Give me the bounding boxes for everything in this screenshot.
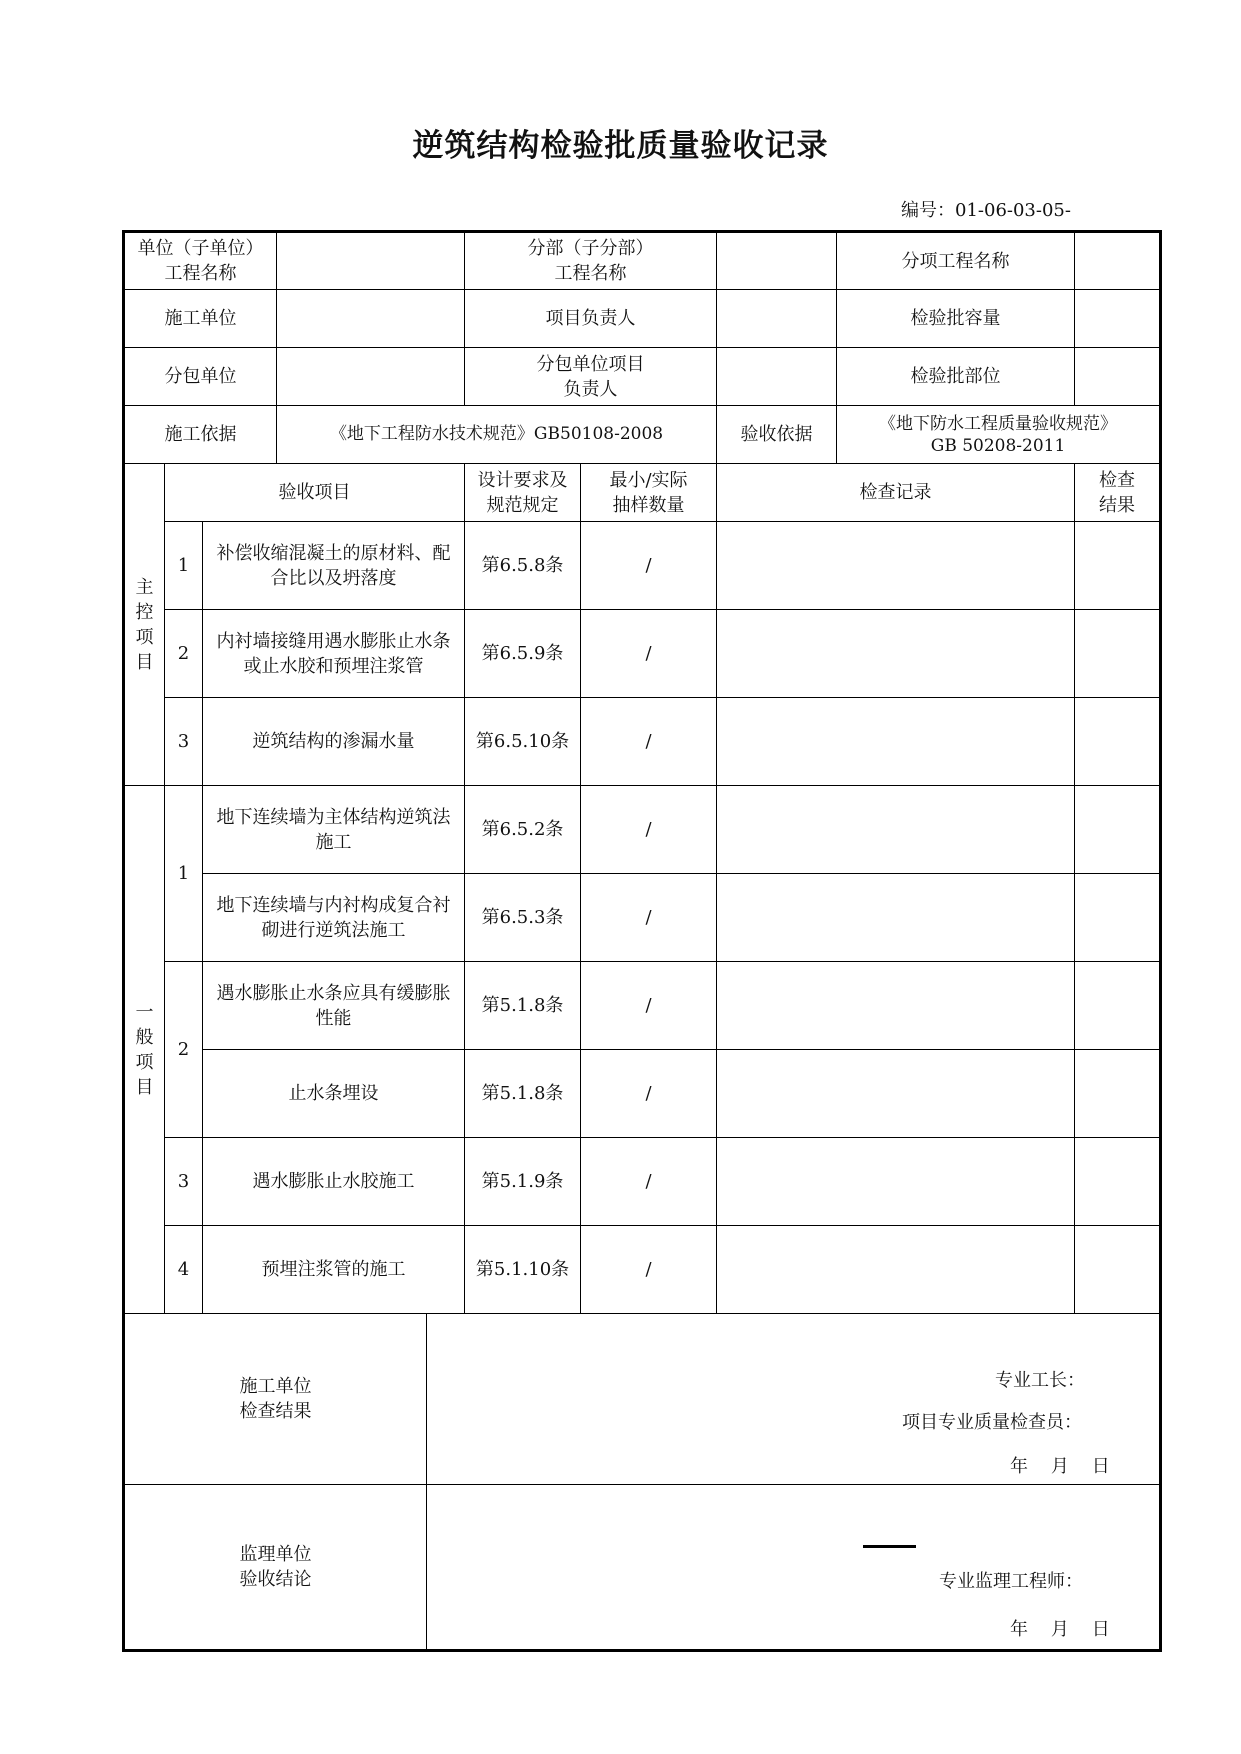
sub-item-field[interactable] (1075, 232, 1161, 290)
item-record-field[interactable] (717, 698, 1075, 786)
item-clause: 第5.1.9条 (465, 1138, 581, 1226)
item-record-field[interactable] (717, 610, 1075, 698)
item-description: 逆筑结构的渗漏水量 (203, 698, 465, 786)
item-number: 2 (165, 962, 203, 1138)
item-description: 地下连续墙为主体结构逆筑法施工 (203, 786, 465, 874)
item-record-field[interactable] (717, 962, 1075, 1050)
header-row-construction (124, 290, 1161, 348)
item-clause: 第5.1.10条 (465, 1226, 581, 1314)
item-sample[interactable]: / (581, 962, 717, 1050)
construction-basis-label: 施工依据 (124, 406, 277, 464)
supervision-row (124, 1485, 1161, 1651)
item-clause: 第5.1.8条 (465, 1050, 581, 1138)
item-description: 止水条埋设 (203, 1050, 465, 1138)
item-record-field[interactable] (717, 1226, 1075, 1314)
supervision-engineer-signature-label: 专业监理工程师： (939, 1571, 1084, 1592)
item-description: 遇水膨胀止水胶施工 (203, 1138, 465, 1226)
supervision-label: 监理单位 验收结论 (124, 1485, 427, 1651)
unit-project-field[interactable] (277, 232, 465, 290)
item-description: 遇水膨胀止水条应具有缓膨胀性能 (203, 962, 465, 1050)
general-items-label: 一般项目 (124, 786, 165, 1314)
page-title: 逆筑结构检验批质量验收记录 (412, 128, 829, 164)
acceptance-basis-label: 验收依据 (717, 406, 837, 464)
item-result-field[interactable] (1075, 610, 1161, 698)
table-row (124, 1226, 1161, 1314)
batch-location-label: 检验批部位 (837, 348, 1075, 406)
item-result-field[interactable] (1075, 1226, 1161, 1314)
item-clause: 第6.5.10条 (465, 698, 581, 786)
subcontractor-manager-label: 分包单位项目 负责人 (465, 348, 717, 406)
item-number: 4 (165, 1226, 203, 1314)
subcontractor-label: 分包单位 (124, 348, 277, 406)
acceptance-basis-value: 《地下防水工程质量验收规范》 GB 50208-2011 (837, 406, 1161, 464)
col-inspection-record: 检查记录 (717, 464, 1075, 522)
item-sample[interactable]: / (581, 786, 717, 874)
header-row-basis (124, 406, 1161, 464)
item-description: 补偿收缩混凝土的原材料、配合比以及坍落度 (203, 522, 465, 610)
item-record-field[interactable] (717, 786, 1075, 874)
item-record-field[interactable] (717, 522, 1075, 610)
item-number: 1 (165, 786, 203, 962)
item-record-field[interactable] (717, 1138, 1075, 1226)
batch-location-field[interactable] (1075, 348, 1161, 406)
header-row-subcontractor (124, 348, 1161, 406)
signature-dash-mark (863, 1545, 916, 1548)
item-number: 1 (165, 522, 203, 610)
item-number: 3 (165, 698, 203, 786)
supervision-date: 年 月 日 (1010, 1619, 1110, 1640)
main-control-label: 主控项目 (124, 464, 165, 786)
item-result-field[interactable] (1075, 786, 1161, 874)
item-result-field[interactable] (1075, 698, 1161, 786)
document-number: 编号：01-06-03-05- (901, 200, 1071, 221)
construction-unit-label: 施工单位 (124, 290, 277, 348)
item-sample[interactable]: / (581, 1226, 717, 1314)
item-clause: 第6.5.9条 (465, 610, 581, 698)
item-clause: 第6.5.2条 (465, 786, 581, 874)
batch-capacity-label: 检验批容量 (837, 290, 1075, 348)
col-acceptance-item: 验收项目 (165, 464, 465, 522)
item-sample[interactable]: / (581, 1138, 717, 1226)
subcontractor-field[interactable] (277, 348, 465, 406)
col-design-requirement: 设计要求及 规范规定 (465, 464, 581, 522)
item-result-field[interactable] (1075, 962, 1161, 1050)
sub-item-label: 分项工程名称 (837, 232, 1075, 290)
item-result-field[interactable] (1075, 874, 1161, 962)
item-description: 预埋注浆管的施工 (203, 1226, 465, 1314)
quality-inspector-signature-label: 项目专业质量检查员： (902, 1412, 1083, 1433)
supervision-signature-area[interactable] (427, 1485, 1161, 1651)
project-manager-label: 项目负责人 (465, 290, 717, 348)
construction-basis-value: 《地下工程防水技术规范》GB50108-2008 (277, 406, 717, 464)
item-record-field[interactable] (717, 1050, 1075, 1138)
inspection-form-table (122, 230, 1162, 1652)
table-row (124, 522, 1161, 610)
col-sample-quantity: 最小/实际 抽样数量 (581, 464, 717, 522)
item-sample[interactable]: / (581, 522, 717, 610)
sub-division-field[interactable] (717, 232, 837, 290)
item-clause: 第6.5.8条 (465, 522, 581, 610)
batch-capacity-field[interactable] (1075, 290, 1161, 348)
item-sample[interactable]: / (581, 698, 717, 786)
construction-check-label: 施工单位 检查结果 (124, 1314, 427, 1485)
item-result-field[interactable] (1075, 1138, 1161, 1226)
column-header-row (124, 464, 1161, 522)
sub-division-label: 分部（子分部） 工程名称 (465, 232, 717, 290)
construction-check-row (124, 1314, 1161, 1485)
item-number: 3 (165, 1138, 203, 1226)
item-description: 地下连续墙与内衬构成复合衬砌进行逆筑法施工 (203, 874, 465, 962)
header-row-project (124, 232, 1161, 290)
item-clause: 第6.5.3条 (465, 874, 581, 962)
table-row (124, 874, 1161, 962)
construction-unit-field[interactable] (277, 290, 465, 348)
subcontractor-manager-field[interactable] (717, 348, 837, 406)
table-row (124, 1050, 1161, 1138)
item-sample[interactable]: / (581, 1050, 717, 1138)
unit-project-label: 单位（子单位） 工程名称 (124, 232, 277, 290)
item-record-field[interactable] (717, 874, 1075, 962)
table-row (124, 962, 1161, 1050)
table-row (124, 610, 1161, 698)
table-row (124, 1138, 1161, 1226)
construction-check-date: 年 月 日 (1010, 1456, 1110, 1477)
item-sample[interactable]: / (581, 610, 717, 698)
construction-check-signature-area[interactable] (427, 1314, 1161, 1485)
col-inspection-result: 检查 结果 (1075, 464, 1161, 522)
table-row (124, 698, 1161, 786)
item-result-field[interactable] (1075, 1050, 1161, 1138)
item-clause: 第5.1.8条 (465, 962, 581, 1050)
item-sample[interactable]: / (581, 874, 717, 962)
item-number: 2 (165, 610, 203, 698)
project-manager-field[interactable] (717, 290, 837, 348)
table-row (124, 786, 1161, 874)
item-description: 内衬墙接缝用遇水膨胀止水条或止水胶和预埋注浆管 (203, 610, 465, 698)
item-result-field[interactable] (1075, 522, 1161, 610)
foreman-signature-label: 专业工长： (995, 1370, 1086, 1391)
